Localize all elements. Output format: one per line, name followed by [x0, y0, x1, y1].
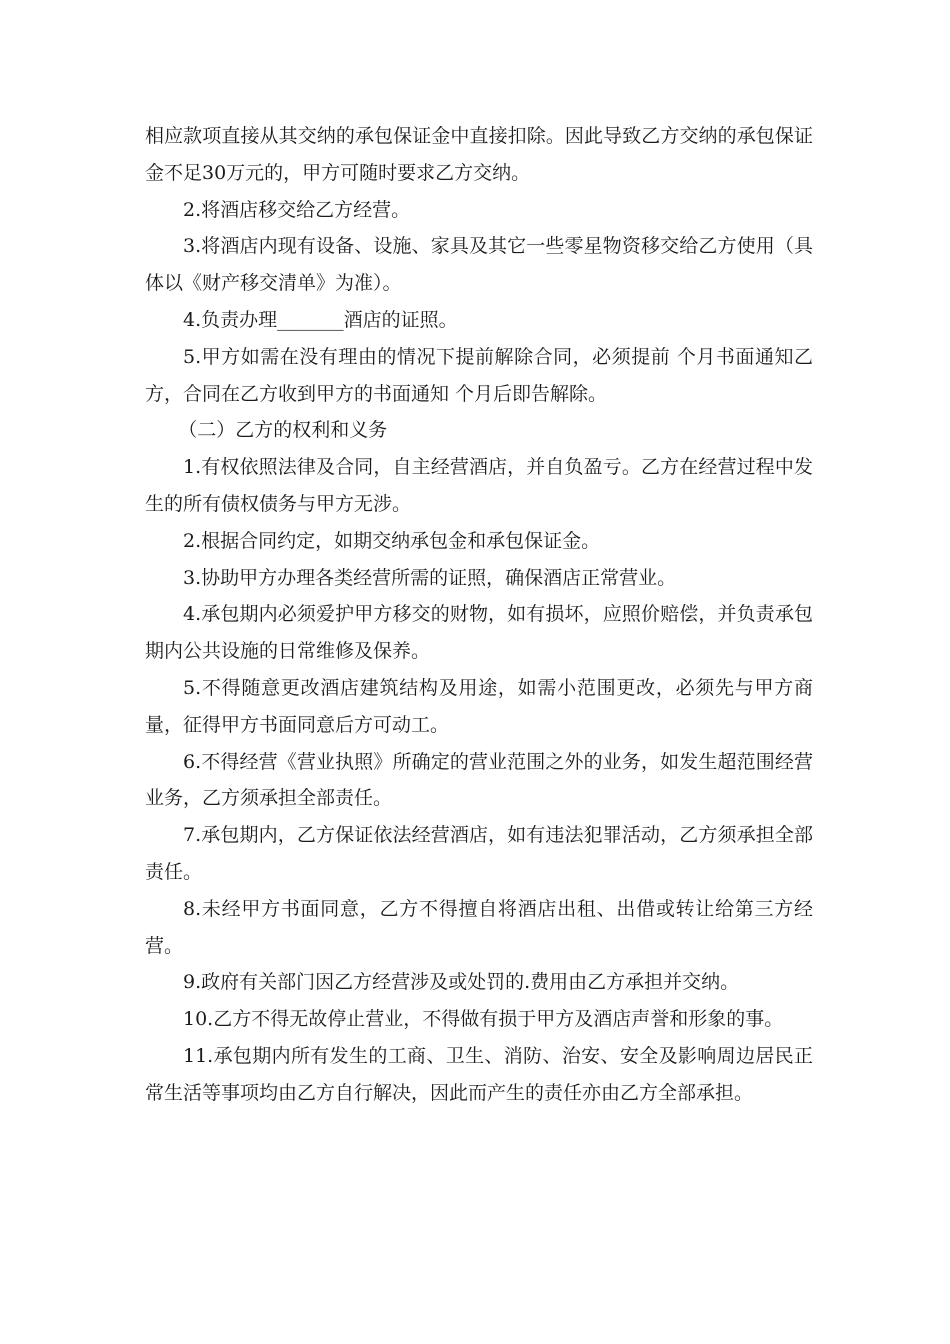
paragraph-party-a-item-3: 3.将酒店内现有设备、设施、家具及其它一些零星物资移交给乙方使用（具体以《财产移交清单》为准）。	[145, 235, 813, 295]
section-heading-party-b: （二）乙方的权利和义务	[178, 419, 388, 442]
paragraph-party-b-item-7: 7.承包期内，乙方保证依法经营酒店，如有违法犯罪活动，乙方须承担全部责任。	[145, 824, 813, 883]
paragraph-party-a-item-2: 2.将酒店移交给乙方经营。	[183, 198, 411, 221]
paragraph-party-b-item-5: 5.不得随意更改酒店建筑结构及用途，如需小范围更改，必须先与甲方商量，征得甲方书面同意后方可动工。	[145, 676, 813, 736]
paragraph-party-b-item-1: 1.有权依照法律及合同，自主经营酒店，并自负盈亏。乙方在经营过程中发生的所有债权债务与甲方无涉。	[145, 456, 813, 515]
paragraph-party-b-item-9: 9.政府有关部门因乙方经营涉及或处罚的.费用由乙方承担并交纳。	[183, 971, 740, 994]
contract-body	[145, 118, 813, 1112]
paragraph-party-b-item-11: 11.承包期内所有发生的工商、卫生、消防、治安、安全及影响周边居民正常生活等事项均由乙方自行解决，因此而产生的责任亦由乙方全部承担。	[145, 1044, 813, 1104]
paragraph-party-a-item-5: 5.甲方如需在没有理由的情况下提前解除合同，必须提前 个月书面通知乙方，合同在乙方收到甲方的书面通知 个月后即告解除。	[145, 345, 813, 405]
paragraph-continuation: 相应款项直接从其交纳的承包保证金中直接扣除。因此导致乙方交纳的承包保证金不足30万元的，甲方可随时要求乙方交纳。	[145, 125, 813, 184]
paragraph-party-b-item-3: 3.协助甲方办理各类经营所需的证照，确保酒店正常营业。	[183, 566, 677, 589]
paragraph-party-b-item-6: 6.不得经营《营业执照》所确定的营业范围之外的业务，如发生超范围经营业务，乙方须承担全部责任。	[145, 750, 813, 810]
paragraph-party-b-item-8: 8.未经甲方书面同意，乙方不得擅自将酒店出租、出借或转让给第三方经营。	[145, 897, 813, 957]
paragraph-party-a-item-4: 4.负责办理_______酒店的证照。	[183, 308, 458, 331]
paragraph-party-b-item-10: 10.乙方不得无故停止营业，不得做有损于甲方及酒店声誉和形象的事。	[183, 1008, 784, 1031]
paragraph-party-b-item-4: 4.承包期内必须爱护甲方移交的财物，如有损坏，应照价赔偿，并负责承包期内公共设施的日常维修及保养。	[145, 603, 813, 663]
paragraph-party-b-item-2: 2.根据合同约定，如期交纳承包金和承包保证金。	[183, 529, 601, 552]
